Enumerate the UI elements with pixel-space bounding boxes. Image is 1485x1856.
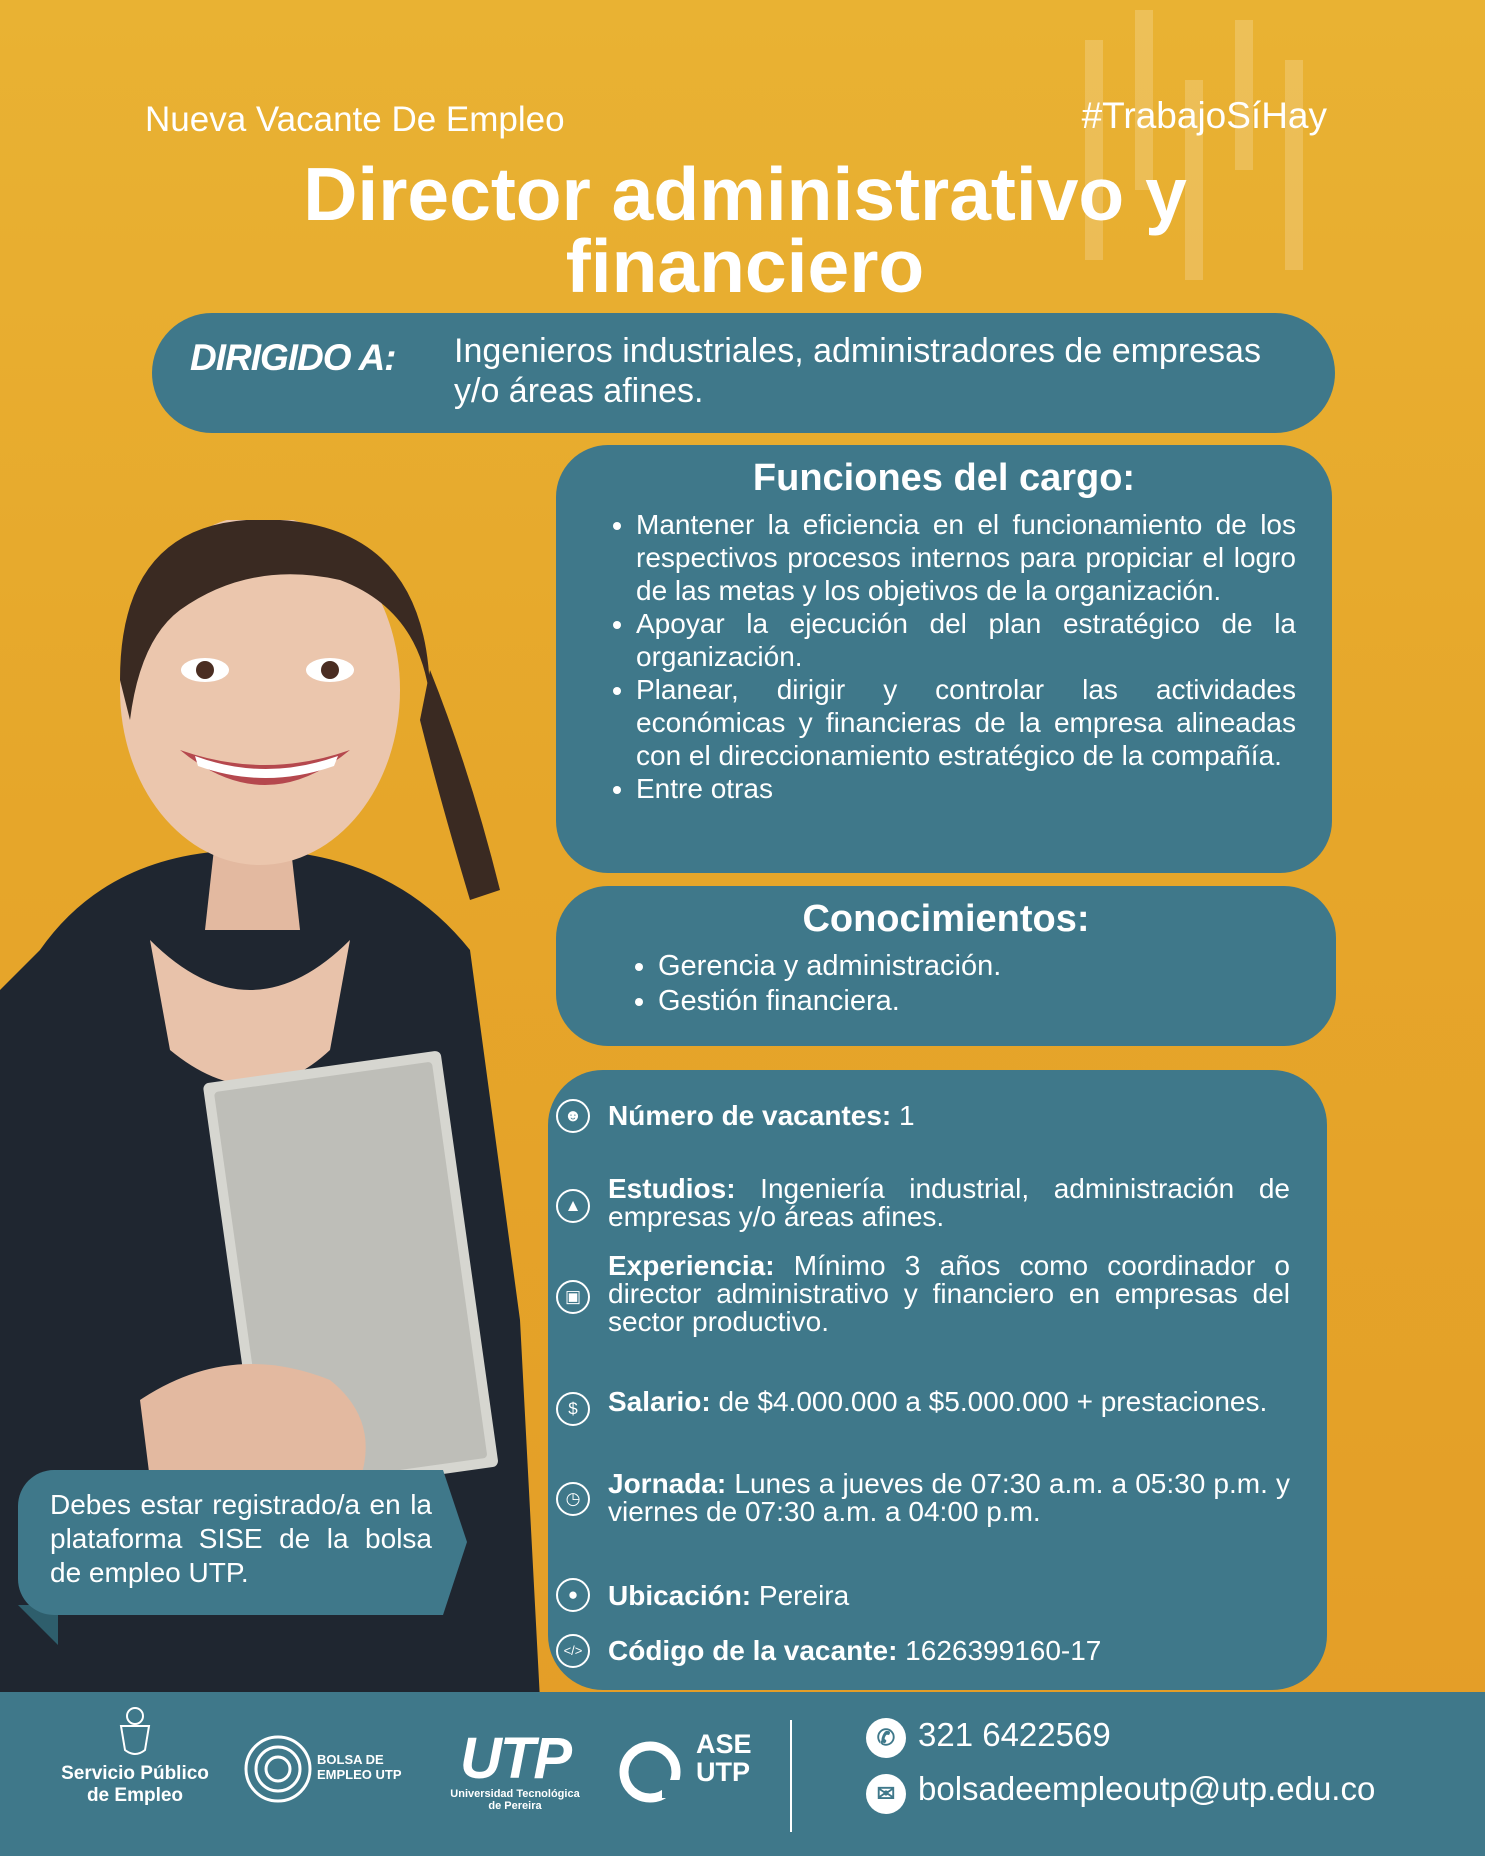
knowledge-list: [556, 949, 1336, 1019]
contact-phone[interactable]: 321 6422569: [918, 1716, 1111, 1753]
detail-salary: $ Salario: de $4.000.000 a $5.000.000 + prestaciones.: [608, 1388, 1290, 1416]
registration-text: Debes estar registrado/a en la plataforma SISE de la bolsa de empleo UTP.: [50, 1489, 432, 1588]
graduation-cap-icon: ▲: [556, 1189, 590, 1223]
money-bag-icon: $: [556, 1392, 590, 1426]
detail-vacancies: ☻ Número de vacantes: 1: [608, 1102, 1290, 1130]
code-icon: </>: [556, 1634, 590, 1668]
coat-of-arms-icon: [115, 1706, 155, 1758]
ase-utp-logo: ASE UTP: [618, 1730, 768, 1820]
target-audience-panel: [152, 313, 1335, 433]
functions-title: Funciones del cargo:: [752, 457, 1136, 499]
list-item: • Entre otras: [636, 772, 1296, 805]
clock-icon: ◷: [556, 1482, 590, 1516]
target-audience-label: DIRIGIDO A:: [190, 337, 396, 378]
detail-schedule: ◷ Jornada: Lunes a jueves de 07:30 a.m. a 05:30 p.m. y viernes de 07:30 a.m. a 04:00 p.m.: [608, 1470, 1290, 1526]
list-item: • Gestión financiera.: [658, 984, 1336, 1019]
footer: [0, 1692, 1485, 1856]
list-item: • Apoyar la ejecución del plan estratégico de la organización.: [636, 607, 1296, 673]
phone-icon: ✆: [866, 1718, 906, 1758]
target-audience-text: Ingenieros industriales, administradores de empresas y/o áreas afines.: [454, 332, 1261, 410]
header-subtitle: Nueva Vacante De Empleo: [145, 100, 565, 139]
ase-logo-icon: [618, 1740, 682, 1804]
contact-email[interactable]: bolsadeempleoutp@utp.edu.co: [918, 1770, 1376, 1807]
servicio-publico-logo: Servicio Público de Empleo: [55, 1706, 215, 1807]
bolsa-empleo-logo: BOLSA DE EMPLEO UTP: [243, 1734, 423, 1814]
knowledge-panel: [556, 886, 1336, 1046]
details-panel: [548, 1070, 1327, 1690]
location-pin-icon: ●: [556, 1578, 590, 1612]
detail-location: ● Ubicación: Pereira: [608, 1582, 1290, 1610]
functions-panel: [556, 445, 1332, 873]
mail-icon: ✉: [866, 1774, 906, 1814]
detail-studies: ▲ Estudios: Ingeniería industrial, administración de empresas y/o áreas afines.: [608, 1175, 1290, 1231]
detail-code: </> Código de la vacante: 1626399160-17: [608, 1637, 1290, 1665]
user-icon: ☻: [556, 1099, 590, 1133]
utp-logo: UTP Universidad Tecnológica de Pereira: [450, 1726, 580, 1812]
briefcase-icon: ▣: [556, 1280, 590, 1314]
registration-notice: [18, 1470, 443, 1615]
detail-experience: ▣ Experiencia: Mínimo 3 años como coordinador o director administrativo y financiero en empresas del sector productivo.: [608, 1252, 1290, 1336]
hashtag: #TrabajoSíHay: [1081, 95, 1327, 136]
knowledge-title: Conocimientos:: [802, 898, 1090, 940]
functions-list: [556, 508, 1332, 805]
list-item: • Gerencia y administración.: [658, 949, 1336, 984]
bolsa-logo-icon: [243, 1734, 313, 1804]
list-item: • Planear, dirigir y controlar las actividades económicas y financieras de la empresa alineadas con el direccionamiento estratégico de la compañía.: [636, 673, 1296, 772]
footer-divider: [790, 1720, 792, 1832]
list-item: • Mantener la eficiencia en el funcionamiento de los respectivos procesos internos para propiciar el logro de las metas y los objetivos de la organización.: [636, 508, 1296, 607]
job-title: Director administrativo y financiero: [303, 152, 1187, 308]
